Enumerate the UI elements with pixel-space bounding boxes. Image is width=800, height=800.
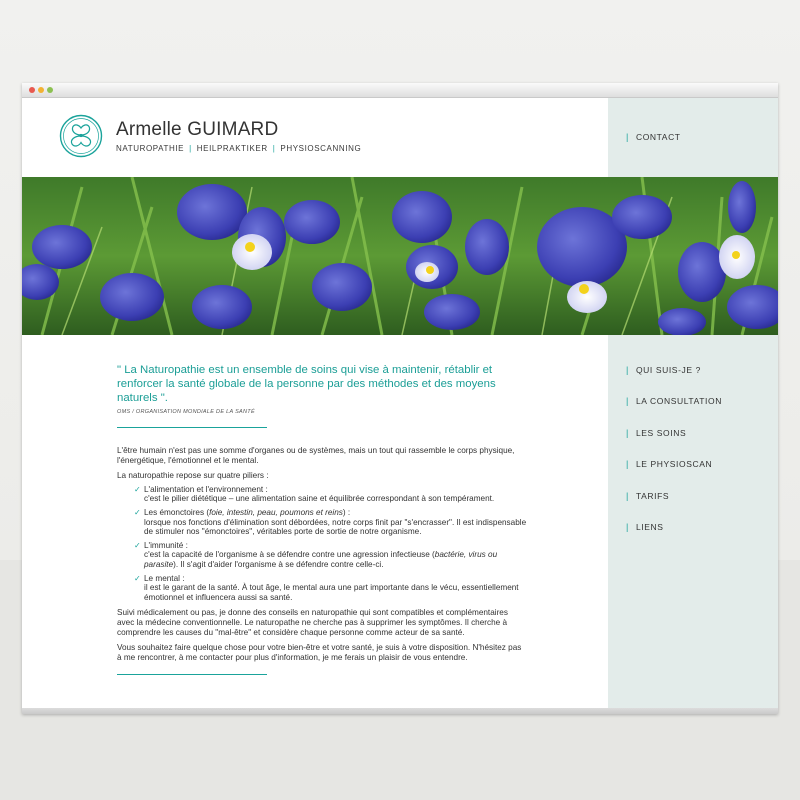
tagline — [116, 144, 361, 153]
naturopathy-quote: " La Naturopathie est un ensemble de soins qui vise à maintenir, rétablir et renforcer la santé globale de la personne par des méthodes et des moyens naturels ". — [117, 364, 496, 404]
nav-item-label: TARIFS — [635, 491, 670, 501]
nav-item-label: LES SOINS — [635, 428, 687, 438]
pansy-logo-icon — [59, 114, 103, 158]
divider — [117, 674, 267, 675]
list-item — [117, 508, 527, 537]
nav-contact-label: CONTACT — [635, 132, 681, 142]
pillar-description: c'est le pilier diététique – une alimentation saine et équilibrée correspondant à son tempérament. — [144, 494, 495, 504]
close-window-button[interactable] — [29, 87, 35, 93]
list-item — [117, 541, 527, 570]
check-mark-icon: ✓ — [134, 484, 141, 494]
list-item — [117, 485, 527, 504]
pillar-title-emphasis: foie, intestin, peau, poumons et reins — [209, 507, 343, 517]
nav-item-label: LE PHYSIOSCAN — [635, 459, 713, 469]
tagline-naturopathie: NATUROPATHIE — [116, 144, 185, 153]
browser-window — [22, 83, 778, 714]
nav-la-consultation[interactable] — [626, 396, 776, 408]
pillar-title: Le mental : — [144, 573, 185, 583]
pillar-desc-start: c'est la capacité de l'organisme à se défendre contre une agression infectieuse ( — [144, 550, 435, 560]
site-title: Armelle GUIMARD — [116, 119, 279, 140]
check-mark-icon: ✓ — [134, 540, 141, 550]
pillars-list — [117, 485, 527, 603]
tagline-heilpraktiker: HEILPRAKTIKER — [196, 144, 268, 153]
violet-flowers-banner-image — [22, 177, 778, 335]
browser-titlebar — [22, 83, 778, 98]
pillar-description: il est le garant de la santé. À tout âge, le mental aura une part importante dans le vécu, essentiellement émotionnel et influencera aussi sa santé. — [144, 583, 519, 602]
nav-bar-marker: | — [626, 428, 629, 438]
contact-paragraph: Vous souhaitez faire quelque chose pour votre bien-être et votre santé, je suis à votre disposition. N'hésitez pas à me rencontrer, à me contacter pour plus d'information, je me ferais un plaisir de vous entendre. — [117, 643, 522, 662]
nav-les-soins[interactable] — [626, 428, 776, 440]
pillar-description — [144, 550, 527, 569]
nav-tarifs[interactable] — [626, 491, 776, 503]
pillar-title: L'alimentation et l'environnement : — [144, 484, 268, 494]
nav-bar-marker: | — [626, 522, 629, 532]
check-mark-icon: ✓ — [134, 507, 141, 517]
nav-bar-marker: | — [626, 459, 629, 469]
pillar-desc-end: ). Il s'agit d'aider l'organisme à se défendre contre celle-ci. — [173, 559, 384, 569]
pillar-title: Les émonctoires ( — [144, 507, 210, 517]
nav-qui-suis-je[interactable] — [626, 365, 776, 377]
nav-item-label: QUI SUIS-JE ? — [635, 365, 701, 375]
body-text — [117, 446, 527, 662]
nav-bar-marker: | — [626, 132, 629, 142]
main-content — [117, 363, 527, 675]
nav-contact[interactable] — [626, 132, 776, 144]
tagline-separator: | — [189, 144, 192, 153]
quote-source: OMS / ORGANISATION MONDIALE DE LA SANTÉ — [117, 409, 255, 415]
pillar-desc-emphasis: bactérie, virus ou parasite — [144, 550, 498, 569]
pillars-intro: La naturopathie repose sur quatre piliers : — [117, 471, 269, 481]
conseils-paragraph: Suivi médicalement ou pas, je donne des conseils en naturopathie qui sont compatibles et complémentaires avec la médecine conventionnelle. Le naturopathe ne cherche pas à supprimer les symptômes. Il cherche à comprendre les causes du "mal-être" et considère chaque personne comme acteur de sa santé. — [117, 608, 508, 637]
check-mark-icon: ✓ — [134, 573, 141, 583]
nav-bar-marker: | — [626, 396, 629, 406]
maximize-window-button[interactable] — [47, 87, 53, 93]
nav-bar-marker: | — [626, 491, 629, 501]
pillar-title: L'immunité : — [144, 540, 188, 550]
nav-liens[interactable] — [626, 522, 776, 534]
tagline-separator: | — [272, 144, 276, 153]
nav-bar-marker: | — [626, 365, 629, 375]
nav-item-label: LA CONSULTATION — [635, 396, 722, 406]
intro-paragraph: L'être humain n'est pas une somme d'organes ou de systèmes, mais un tout qui rassemble le corps physique, l'énergétique, l'émotionnel et le mental. — [117, 446, 515, 465]
browser-bottom-bar — [22, 708, 778, 714]
pillar-title-end: ) : — [342, 507, 351, 517]
list-item — [117, 574, 527, 603]
tagline-physioscanning: PHYSIOSCANNING — [280, 144, 362, 153]
pillar-description: lorsque nos fonctions d'élimination sont débordées, notre corps finit par "s'encrasser". Il est indispensable de stimuler nos "émonctoires", véritables porte de sortie de notre organisme. — [144, 517, 527, 537]
nav-le-physioscan[interactable] — [626, 459, 776, 471]
minimize-window-button[interactable] — [38, 87, 44, 93]
nav-item-label: LIENS — [635, 522, 664, 532]
divider — [117, 427, 267, 428]
